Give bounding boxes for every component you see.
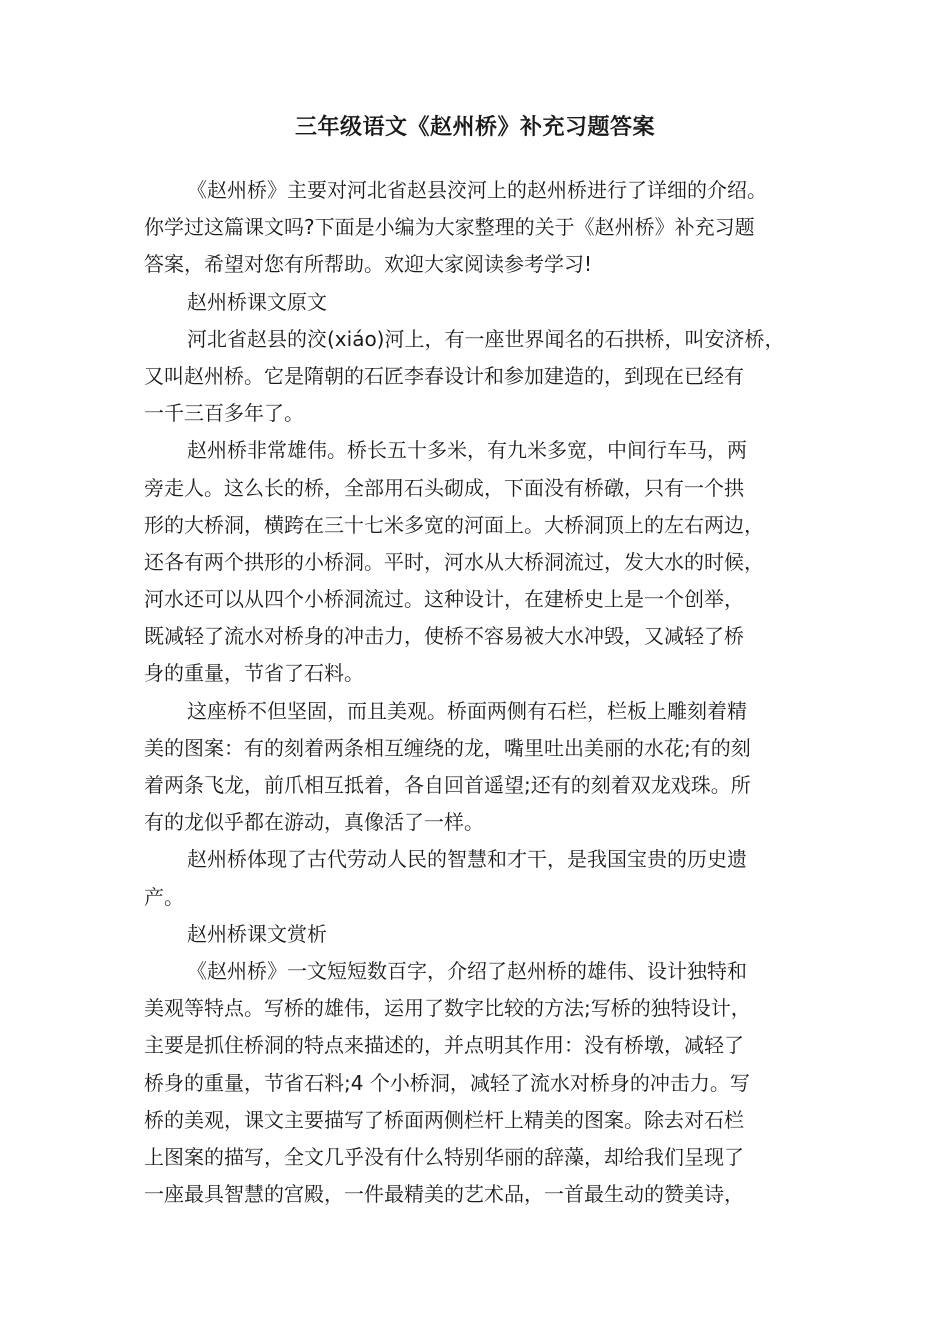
text-line: 形的大桥洞，横跨在三十七米多宽的河面上。大桥洞顶上的左右两边， [144, 512, 764, 537]
text-line: 有的龙似乎都在游动，真像活了一样。 [144, 810, 484, 835]
text-line: 这座桥不但坚固，而且美观。桥面两侧有石栏，栏板上雕刻着精 [187, 698, 747, 723]
text-line: 又叫赵州桥。它是隋朝的石匠李春设计和参加建造的，到现在已经有 [144, 363, 744, 388]
text-line: 《赵州桥》主要对河北省赵县洨河上的赵州桥进行了详细的介绍。 [187, 178, 767, 202]
text-line: 产。 [144, 884, 184, 909]
text-line: 赵州桥课文原文 [187, 289, 327, 314]
text-line: 还各有两个拱形的小桥洞。平时，河水从大桥洞流过，发大水的时候， [144, 549, 764, 574]
text-line: 河北省赵县的洨(xiáo)河上，有一座世界闻名的石拱桥，叫安济桥， [187, 326, 785, 351]
text-line: 你学过这篇课文吗?下面是小编为大家整理的关于《赵州桥》补充习题 [144, 215, 755, 240]
text-line: 《赵州桥》一文短短数百字，介绍了赵州桥的雄伟、设计独特和 [187, 958, 747, 983]
text-line: 答案，希望对您有所帮助。欢迎大家阅读参考学习! [144, 252, 593, 277]
text-line: 身的重量，节省了石料。 [144, 661, 364, 686]
text-line: 旁走人。这么长的桥，全部用石头砌成，下面没有桥礅，只有一个拱 [144, 475, 744, 500]
text-line: 河水还可以从四个小桥洞流过。这种设计，在建桥史上是一个创举， [144, 587, 744, 612]
text-line: 美的图案：有的刻着两条相互缠绕的龙，嘴里吐出美丽的水花;有的刻 [144, 735, 751, 760]
text-line: 桥身的重量，节省石料;4 个小桥洞，减轻了流水对桥身的冲击力。写 [144, 1070, 750, 1095]
text-line: 上图案的描写，全文几乎没有什么特别华丽的辞藻，却给我们呈现了 [144, 1144, 744, 1169]
document-body [144, 172, 834, 1213]
text-line: 美观等特点。写桥的雄伟，运用了数字比较的方法;写桥的独特设计， [144, 996, 751, 1021]
text-line: 一千三百多年了。 [144, 401, 304, 426]
text-line: 桥的美观，课文主要描写了桥面两侧栏杆上精美的图案。除去对石栏 [144, 1107, 744, 1132]
text-line: 赵州桥非常雄伟。桥长五十多米，有九米多宽，中间行车马，两 [187, 438, 747, 463]
text-line: 赵州桥课文赏析 [187, 921, 327, 946]
text-line: 主要是抓住桥洞的特点来描述的，并点明其作用：没有桥墩，减轻了 [144, 1033, 744, 1058]
document-title: 三年级语文《赵州桥》补充习题答案 [294, 115, 655, 140]
text-line: 着两条飞龙，前爪相互抵着，各自回首遥望;还有的刻着双龙戏珠。所 [144, 773, 751, 797]
text-line: 一座最具智慧的宫殿，一件最精美的艺术品，一首最生动的赞美诗， [144, 1182, 744, 1207]
text-line: 赵州桥体现了古代劳动人民的智慧和才干，是我国宝贵的历史遗 [187, 847, 747, 872]
text-line: 既减轻了流水对桥身的冲击力，使桥不容易被大水冲毁，又减轻了桥 [144, 624, 744, 649]
